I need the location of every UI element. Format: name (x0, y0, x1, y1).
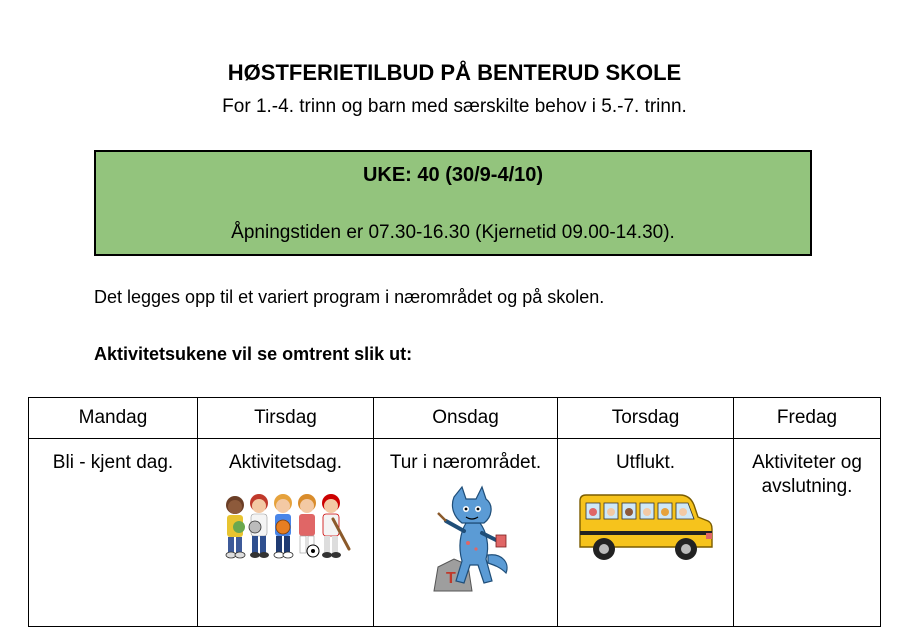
activity-tuesday (198, 439, 374, 627)
schedule-activity-row (29, 439, 881, 627)
week-label: UKE: 40 (30/9-4/10) (362, 164, 544, 186)
day-friday: Fredag (734, 398, 881, 439)
activity-wednesday (374, 439, 558, 627)
schedule-header-row (29, 398, 881, 439)
svg-text:T: T (445, 570, 456, 587)
day-wednesday: Onsdag (374, 398, 558, 439)
intro-text: Det legges opp til et variert program i nærområdet og på skolen. (94, 287, 605, 307)
activity-thursday-text: Utflukt. (615, 452, 676, 473)
wolf-hiker-illustration (416, 483, 516, 593)
page-subtitle: For 1.-4. trinn og barn med særskilte behov i 5.-7. trinn. (222, 96, 687, 117)
activity-thursday (558, 439, 734, 627)
activity-monday (29, 439, 198, 627)
activity-friday (734, 439, 881, 627)
kids-sports-illustration (221, 489, 351, 561)
activity-monday-text: Bli - kjent dag. (52, 452, 174, 473)
school-bus-illustration (576, 491, 716, 565)
schedule-table (28, 397, 881, 627)
info-box (94, 150, 812, 256)
activities-heading: Aktivitetsukene vil se omtrent slik ut: (94, 344, 413, 364)
day-tuesday: Tirsdag (198, 398, 374, 439)
day-thursday: Torsdag (558, 398, 734, 439)
activity-wednesday-text: Tur i nærområdet. (389, 452, 542, 473)
day-monday: Mandag (29, 398, 198, 439)
opening-hours: Åpningstiden er 07.30-16.30 (Kjernetid 09.00-14.30). (231, 222, 675, 243)
activity-tuesday-text: Aktivitetsdag. (229, 452, 342, 473)
activity-friday-text: Aktiviteter og avslutning. (752, 452, 862, 497)
page-title: HØSTFERIETILBUD PÅ BENTERUD SKOLE (227, 60, 682, 85)
